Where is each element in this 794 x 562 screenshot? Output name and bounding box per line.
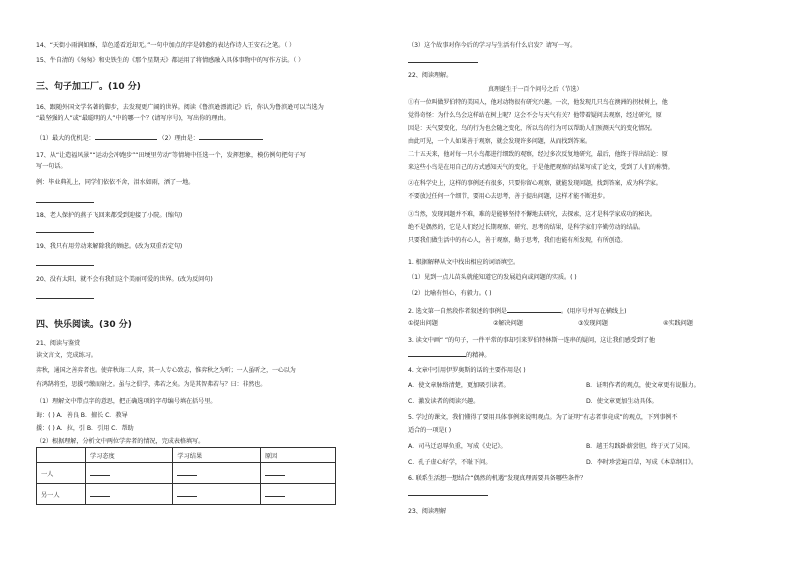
question-22-title: 22、阅读理解。 — [408, 72, 453, 79]
table-row-label: 另一人 — [37, 484, 86, 505]
q16-option-label: （1）最大的优机是： — [36, 135, 95, 142]
classical-text-line2: 有鸿鹄将至，思援弓缴而射之。虽与之俱学，弗若之矣。为是其智弗若与？曰：非然也。 — [36, 381, 267, 388]
table-header-row — [37, 448, 336, 463]
q4-option-c: C．激发读者的阅读兴趣。 — [408, 398, 480, 405]
q5-option-c: C．孔子虚心好学，不耻下问。 — [408, 459, 492, 466]
sub-question-4: 4. 文章中引用伊罗奥斯的话的主要作用是( ) — [408, 367, 526, 374]
option-item: ④实践问题 — [663, 320, 693, 327]
left-column — [36, 0, 391, 562]
passage-p3-line2: 绝不是偶然的，它是人们经过长期观察、研究、思考的结果，是科学家们辛勤劳动的结晶。 — [408, 224, 645, 231]
table-blank[interactable] — [265, 490, 285, 497]
passage-p1-line4: 由此可见，一个人如果善于观察，就会发现许多问题，从而找到答案。 — [408, 138, 591, 145]
sub-question-2-text: 2. 选文第一自然段作者叙述的事例是 — [408, 308, 507, 315]
q17-answer-line[interactable] — [36, 202, 94, 203]
question-23-title: 23、阅读理解 — [408, 508, 447, 515]
q16-blank-2[interactable] — [199, 133, 263, 140]
question-19: 19、我只有用劳动来解除我的顾虑。(改为双重否定句) — [36, 243, 183, 250]
option-item: ②解决问题 — [493, 320, 523, 327]
table-cell[interactable] — [260, 484, 335, 505]
question-18: 18、老人保护的燕子飞回来都受到迎接了小院。(缩句) — [36, 212, 183, 219]
sub-question-1-2: （2）比喻有恒心，有毅力。( ) — [408, 290, 492, 297]
question-16-line1: 16、跟随外国文学名著的脚步，去发现更广阔的世界。阅读《鲁滨逊漂流记》后，你认为鲁滨逊可以当选为 — [36, 104, 324, 111]
learner-table — [36, 447, 336, 505]
q5-option-a: A．司马迁忍辱负重，写成《史记》。 — [408, 443, 507, 450]
passage-p2-line1: ②在科学史上，这样的事例还有很多，只要你留心观察，就能发现问题，找到答案，成为科学家。 — [408, 180, 662, 187]
sub-question-1: 1. 根据解释从文中找出相应的词语填空。 — [408, 259, 520, 266]
sub-question-2 — [408, 306, 626, 316]
table-blank[interactable] — [265, 469, 285, 476]
option-item: ③发现问题 — [578, 320, 608, 327]
table-blank[interactable] — [177, 490, 197, 497]
table-blank[interactable] — [90, 490, 110, 497]
table-cell[interactable] — [86, 484, 173, 505]
table-header-cell: 学习结果 — [173, 448, 260, 463]
q4-option-a: A．使文章脉络清楚，更加吸引读者。 — [408, 382, 510, 389]
question-15: 15、牛自清的《匆匆》和史铁生的《那个星期天》都运用了将情感融入具体事物中的写作方法。（ ） — [36, 57, 305, 64]
table-header-cell — [37, 448, 86, 463]
table-cell[interactable] — [86, 463, 173, 484]
question-17-line2: 写一句话。 — [36, 163, 67, 170]
table-blank[interactable] — [177, 469, 197, 476]
q16-reason-label: （2）理由是： — [158, 135, 199, 142]
passage-p1-line3: 因是：天气要变化，鸟的行为也会随之变化，所以鸟的行为可以帮助人们预测天气的变化情况。 — [408, 125, 656, 132]
question-21-1a: 诲：( ) A．善良 B．擅长 C．教导 — [36, 412, 128, 419]
passage-p1-line6: 来这些小鸟是在用自己的方式感知天气的变化，于是他把观察的结果写成了论文，受到了人们的称赞。 — [408, 164, 674, 171]
right-column — [408, 0, 763, 562]
sub-question-3-tail: 的精神。 — [466, 352, 491, 359]
sub-question-3-tail-row — [408, 350, 490, 360]
q5-option-d: D．李时珍尝遍百草，写成《本草纲目》。 — [586, 459, 698, 466]
q4-option-d: D．使文章更加生动具体。 — [586, 398, 658, 405]
table-header-cell: 原因 — [260, 448, 335, 463]
table-row — [37, 484, 336, 505]
passage-title: 真理诞生于一百个问号之后（节选） — [488, 86, 583, 93]
passage-p3-line1: ③当然，发现问题并不难，难的是能够坚持不懈地去研究，去探索，这才是科学家成功的秘诀。 — [408, 211, 656, 218]
sub-question-3: 3. 读文中画“ ”的句子，一件平常的事却引来罗伯特林斯一连串的疑问，这让我们感受到了他 — [408, 337, 655, 344]
table-blank[interactable] — [90, 469, 110, 476]
passage-p1-line2: 觉得奇怪：为什么鸟会这样站在树上呢？这会不会与天气有关？他带着疑问去观察，经过研究，原 — [408, 112, 662, 119]
question-17-example: 例：毕业典礼上，同学们依依不舍，泪水如雨，洒了一地。 — [36, 179, 195, 186]
sub-question-5: 5. 学过的课文，我们懂得了要用具体事例来说明观点。为了证明“有志者事竟成”的观点，下列事例不 — [408, 414, 678, 421]
q18-answer-line[interactable] — [36, 232, 94, 233]
question-14: 14、“天街小雨润如酥，草色遥看近却无。”一句中加点的字是韩愈的表达作诗人王安石之笔。（ ） — [36, 42, 296, 49]
sub-question-5-line2: 适合的一项是( ) — [408, 427, 452, 434]
table-cell[interactable] — [173, 463, 260, 484]
question-21-1: （1）理解文中带点字的意思，把正确选项的字母编号填在括号里。 — [36, 398, 217, 405]
q16-blank-1[interactable] — [95, 133, 157, 140]
q3-blank[interactable] — [408, 350, 466, 357]
q2-blank[interactable] — [507, 306, 561, 313]
question-20: 20、没有太阳，就不会有我们这个美丽可爱的世界。(改为反问句) — [36, 276, 213, 283]
classical-text-line1: 弈秋，通国之善弈者也。使弈秋诲二人弈，其一人专心致志，惟弈秋之为听；一人虽听之，一心以为 — [36, 367, 296, 374]
section-3-title: 三、句子加工厂。(10 分) — [36, 82, 141, 92]
q6-answer-line[interactable] — [408, 495, 488, 496]
question-21-2: （2）根据理解，分析文中两位学弈者的情况，完成表格填写。 — [36, 438, 205, 445]
table-cell[interactable] — [260, 463, 335, 484]
q4-option-b: B．证明作者的观点，使文章更有说服力。 — [586, 382, 700, 389]
section-4-title: 四、快乐阅读。(30 分) — [36, 320, 132, 330]
question-21-3: （3）这个故事对你今后的学习与生活有什么启发？请写一写。 — [408, 42, 577, 49]
question-21-1b: 援：( ) A．拉，引 B．引用 C．帮助 — [36, 425, 134, 432]
question-16-answer-row — [36, 133, 263, 143]
passage-p1-line1: ①有一位叫做罗伯特的美国人，他对动物很有研究兴趣。一次，他发现几只鸟在澳洲的拐杖树上，他 — [408, 99, 668, 106]
passage-p3-line3: 只要我们做生活中的有心人，善于观察，勤于思考，我们也能有所发现，有所创造。 — [408, 237, 627, 244]
table-header-cell: 学习态度 — [86, 448, 173, 463]
sub-question-2-tail: 。(用序号并写在横线上) — [560, 308, 627, 315]
table-row-label: 一人 — [37, 463, 86, 484]
question-17-line1: 17、从“让造福风景”“运动会冲跑步”“田埂里劳动”等情境中任选一个，发挥想象，模仿例句把句子写 — [36, 152, 306, 159]
sub-question-1-1: （1）见到一点儿苗头就能知道它的发展趋向或问题的实质。( ) — [408, 274, 577, 281]
table-cell[interactable] — [173, 484, 260, 505]
passage-p1-line5: 二十五天来，他对每一只小鸟都进行细致的观察，经过多次反复地研究，最后，他终于得出结论：原 — [408, 151, 668, 158]
question-21-title: 21、阅读与鉴赏 — [36, 340, 81, 347]
q19-answer-line[interactable] — [36, 265, 94, 266]
option-item: ①提出问题 — [408, 320, 438, 327]
sub-question-2-options — [408, 320, 758, 328]
passage-p2-line2: 不要放过任何一个细节，要用心去思考，善于提出问题，这样才能不断进步。 — [408, 193, 609, 200]
question-16-line2: “最坚强的人”或“最聪明的人”中的哪一个？(请写序号)，写出你的理由。 — [36, 115, 230, 122]
q21-3-answer-line[interactable] — [408, 62, 478, 63]
sub-question-6: 6. 联系生活想一想结合“偶然的机遇”发现真理需要具备哪些条件？ — [408, 475, 587, 482]
table-row — [37, 463, 336, 484]
question-21-task: 读文言文，完成练习。 — [36, 352, 97, 359]
q5-option-b: B．越王勾践卧薪尝胆，终于灭了吴国。 — [586, 443, 694, 450]
q20-answer-line[interactable] — [36, 298, 94, 299]
